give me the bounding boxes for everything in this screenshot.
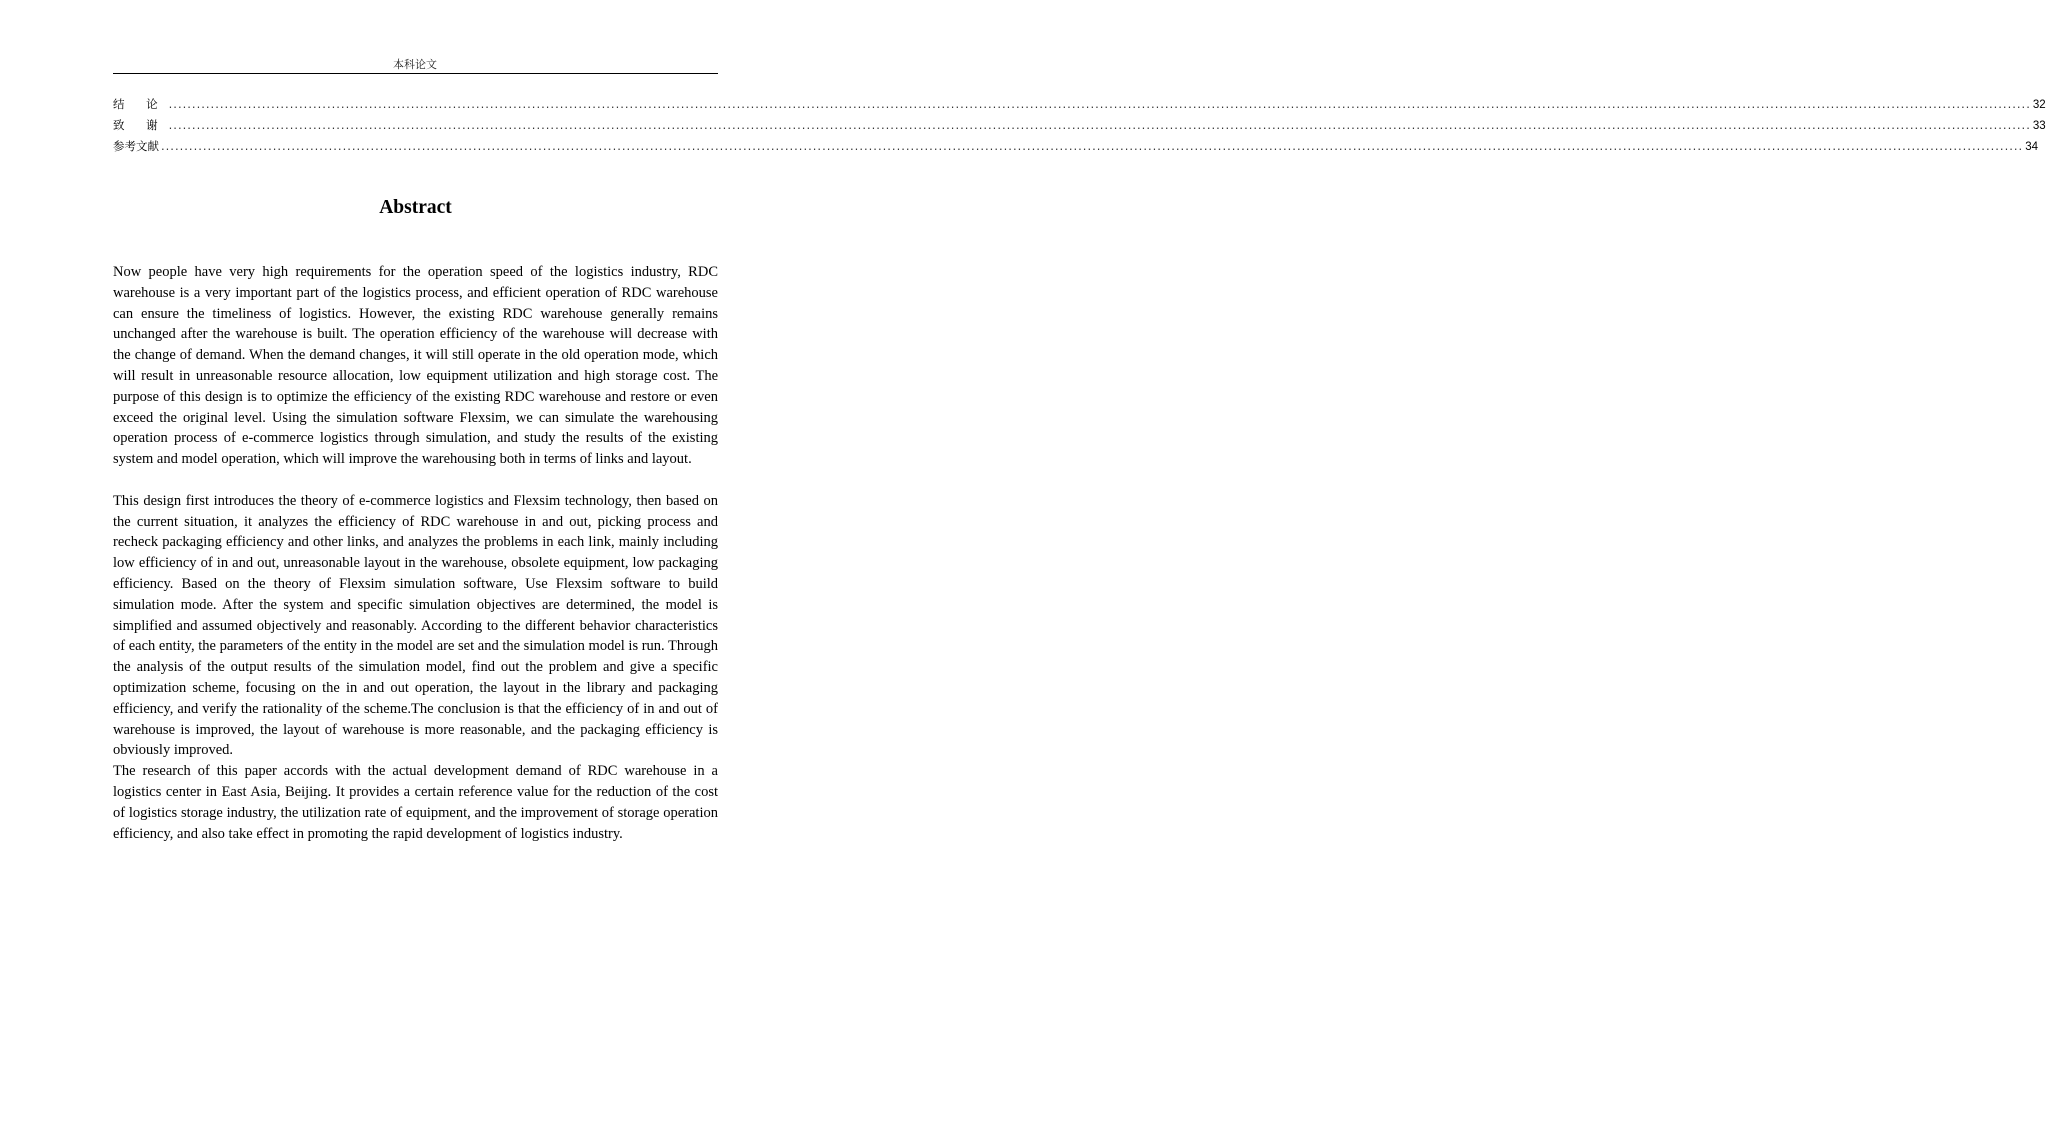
toc-leader-dots: ................................................................................................................................................................................................................................................................................................................................................................................................................ xyxy=(168,97,2031,111)
toc-entry-label: 致 谢 xyxy=(113,118,167,132)
abstract-paragraph: This design first introduces the theory of e-commerce logistics and Flexsim technology, then based on the current situation, it analyzes the efficiency of RDC warehouse in and out, picking process and recheck packaging efficiency and other links, and analyzes the problems in each link, mainly including low efficiency of in and out, unreasonable layout in the warehouse, obsolete equipment, low packaging efficiency. Based on the theory of Flexsim simulation software, Use Flexsim software to build simulation mode. After the system and specific simulation objectives are determined, the model is simplified and assumed objectively and reasonably. According to the different behavior characteristics of each entity, the parameters of the entity in the model are set and the simulation model is run. Through the analysis of the output results of the simulation model, find out the problem and give a specific optimization scheme, focusing on the in and out operation, the layout in the library and packaging efficiency, and verify the rationality of the scheme.The conclusion is that the efficiency of in and out of warehouse is improved, the layout of warehouse is more reasonable, and the packaging efficiency is obviously improved. xyxy=(113,492,718,759)
toc-leader-dots: ................................................................................................................................................................................................................................................................................................................................................................................................................ xyxy=(161,139,2024,153)
page-header-title: 本科论文 xyxy=(393,58,437,71)
abstract-body xyxy=(113,262,718,844)
header-divider xyxy=(113,73,718,74)
abstract-paragraph: The research of this paper accords with the actual development demand of RDC warehouse in a logistics center in East Asia, Beijing. It provides a certain reference value for the reduction of the cost of logistics storage industry, the utilization rate of equipment, and the improvement of storage operation efficiency, and also take effect in promoting the rapid development of logistics industry. xyxy=(113,763,718,842)
toc-entry-label: 参考文献 xyxy=(113,139,159,153)
toc-entry-references[interactable] xyxy=(113,138,2039,159)
table-of-contents xyxy=(113,96,2046,159)
abstract-paragraph: Now people have very high requirements for the operation speed of the logistics industry, RDC warehouse is a very important part of the logistics process, and efficient operation of RDC warehouse can ensure the timeliness of logistics. However, the existing RDC warehouse generally remains unchanged after the warehouse is built. The operation efficiency of the warehouse will decrease with the change of demand. When the demand changes, it will still operate in the old operation mode, which will result in unreasonable resource allocation, low equipment utilization and high storage cost. The purpose of this design is to optimize the efficiency of the existing RDC warehouse and restore or even exceed the original level. Using the simulation software Flexsim, we can simulate the warehousing operation process of e-commerce logistics through simulation, and study the results of the existing system and model operation, which will improve the warehousing both in terms of links and layout. xyxy=(113,264,718,468)
toc-entry-acknowledgements[interactable] xyxy=(113,117,2046,138)
toc-entry-conclusion[interactable] xyxy=(113,96,2046,117)
toc-entry-page: 34 xyxy=(2025,141,2039,153)
abstract-heading: Abstract xyxy=(379,197,452,218)
toc-entry-page: 32 xyxy=(2032,99,2046,111)
toc-entry-page: 33 xyxy=(2032,120,2046,132)
toc-entry-label: 结 论 xyxy=(113,97,167,111)
toc-leader-dots: ................................................................................................................................................................................................................................................................................................................................................................................................................ xyxy=(168,118,2031,132)
